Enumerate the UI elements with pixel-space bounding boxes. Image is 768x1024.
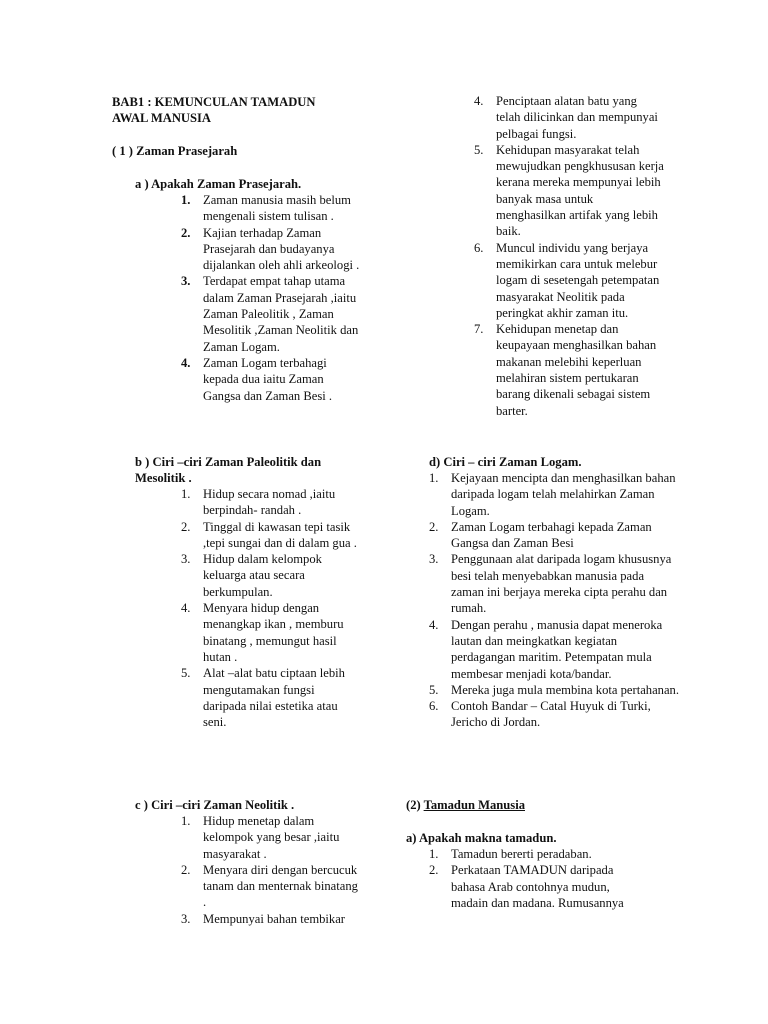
section-a-title: a ) Apakah Zaman Prasejarah. — [135, 177, 302, 191]
section-2a-list — [429, 846, 649, 911]
list-item: 2. Tinggal di kawasan tepi tasik ,tepi sungai dan di dalam gua . — [181, 519, 357, 550]
list-item: 6. Contoh Bandar – Catal Huyuk di Turki, Jericho di Jordan. — [429, 699, 651, 730]
list-item: 2. Kajian terhadap Zaman Prasejarah dan budayanya dijalankan oleh ahli arkeologi . — [181, 225, 360, 273]
list-item: 5. Kehidupan masyarakat telah mewujudkan pengkhususan kerja kerana mereka mempunyai lebih banyak masa untuk menghasilkan artifak yang lebih baik. — [474, 142, 664, 239]
list-item: 3. Hidup dalam kelompok keluarga atau secara berkumpulan. — [181, 552, 322, 599]
list-item: 2. Perkataan TAMADUN daripada bahasa Arab contohnya mudun, madain dan madana. Rumusannya — [429, 863, 624, 910]
list-item: 6. Muncul individu yang berjaya memikirkan cara untuk melebur logam di sesetengah petempatan masyarakat Neolitik pada peringkat akhir zaman itu. — [474, 240, 660, 320]
list-item: 5. Mereka juga mula membina kota pertahanan. — [429, 682, 679, 697]
list-item: 3. Penggunaan alat daripada logam khususnya besi telah menyebabkan manusia pada zaman ini berjaya mereka cipta perahu dan rumah. — [429, 552, 672, 616]
section-b-list — [181, 486, 361, 730]
list-item: 1. Kejayaan mencipta dan menghasilkan bahan daripada logam telah melahirkan Zaman Logam. — [429, 471, 676, 518]
section-d-title: d) Ciri – ciri Zaman Logam. — [429, 455, 582, 469]
list-item: 7. Kehidupan menetap dan keupayaan menghasilkan bahan makanan melebihi keperluan melahiran sistem pertukaran barang dikenali sebagai sistem barter. — [474, 322, 657, 418]
list-item: 2. Menyara diri dengan bercucuk tanam dan menternak binatang . — [181, 862, 358, 910]
list-item: 1. Zaman manusia masih belum mengenali sistem tulisan . — [181, 193, 351, 224]
section-c-continued-list — [474, 93, 664, 419]
list-item: 1. Tamadun bererti peradaban. — [429, 847, 592, 861]
list-item: 4. Menyara hidup dengan menangkap ikan , memburu binatang , memungut hasil hutan . — [181, 601, 344, 664]
list-item: 4. Penciptaan alatan batu yang telah dilicinkan dan mempunyai pelbagai fungsi. — [474, 94, 658, 141]
list-item: 5. Alat –alat batu ciptaan lebih mengutamakan fungsi daripada nilai estetika atau seni. — [181, 666, 345, 730]
list-item: 1. Hidup secara nomad ,iaitu berpindah- randah . — [181, 487, 336, 518]
section-2a-title: a) Apakah makna tamadun. — [406, 831, 557, 845]
chapter-title-line-1: BAB1 : KEMUNCULAN TAMADUN — [112, 95, 316, 109]
section-c-list — [181, 813, 361, 927]
chapter-title-line-2: AWAL MANUSIA — [112, 111, 212, 126]
section-a-list — [181, 192, 361, 404]
list-item: 1. Hidup menetap dalam kelompok yang besar ,iaitu masyarakat . — [181, 814, 340, 861]
list-item: 3. Terdapat empat tahap utama dalam Zaman Prasejarah ,iaitu Zaman Paleolitik , Zaman Mesolitik ,Zaman Neolitik dan Zaman Logam. — [181, 274, 359, 354]
section-2-heading — [406, 797, 525, 813]
section-2-title: Tamadun Manusia — [423, 798, 525, 812]
section-c-title: c ) Ciri –ciri Zaman Neolitik . — [135, 798, 295, 812]
section-2-prefix: (2) — [406, 798, 424, 812]
chapter-title — [112, 94, 315, 127]
list-item: 4. Zaman Logam terbahagi kepada dua iaitu Zaman Gangsa dan Zaman Besi . — [181, 355, 333, 403]
section-1-heading: ( 1 ) Zaman Prasejarah — [112, 144, 238, 158]
section-d-list — [429, 470, 679, 731]
list-item: 3. Mempunyai bahan tembikar — [181, 911, 345, 926]
list-item: 4. Dengan perahu , manusia dapat meneroka lautan dan meingkatkan kegiatan perdagangan maritim. Petempatan mula membesar menjadi kota/bandar. — [429, 617, 663, 681]
section-b-title: b ) Ciri –ciri Zaman Paleolitik dan Mesolitik . — [135, 455, 322, 486]
list-item: 2. Zaman Logam terbahagi kepada Zaman Gangsa dan Zaman Besi — [429, 519, 652, 551]
